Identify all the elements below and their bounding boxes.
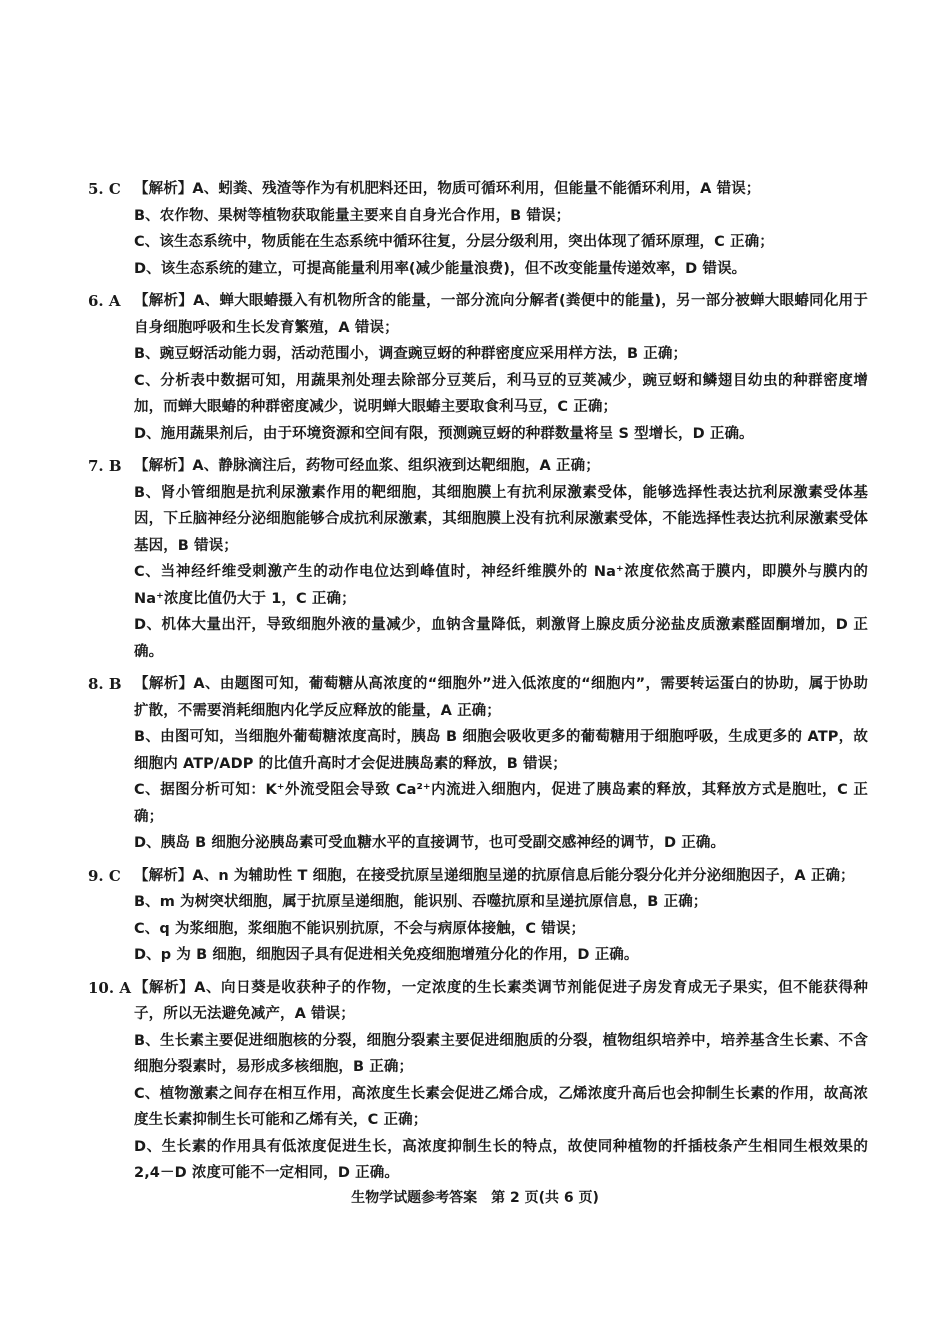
explanation-paragraph: C、该生态系统中，物质能在生态系统中循环往复，分层分级利用，突出体现了循环原理，C 正确； (134, 234, 774, 250)
question-explanation (134, 671, 868, 857)
question-6 (88, 288, 868, 447)
explanation-paragraph: B、m 为树突状细胞，属于抗原呈递细胞，能识别、吞噬抗原和呈递抗原信息，B 正确； (134, 894, 708, 910)
explanation-paragraph: D、机体大量出汗，导致细胞外液的量减少，血钠含量降低，刺激肾上腺皮质分泌盐皮质激素醛固酮增加，D 正确。 (134, 617, 868, 660)
question-explanation (134, 453, 868, 665)
explanation-paragraph: 【解析】A、静脉滴注后，药物可经血浆、组织液到达靶细胞，A 正确； (134, 458, 600, 474)
explanation-paragraph: B、肾小管细胞是抗利尿激素作用的靶细胞，其细胞膜上有抗利尿激素受体，能够选择性表达抗利尿激素受体基因，下丘脑神经分泌细胞能够合成抗利尿激素，其细胞膜上没有抗利尿激素受体，不能选择性表达抗利尿激素受体基因，B 错误； (134, 484, 868, 554)
question-explanation (134, 863, 868, 969)
explanation-paragraph: D、胰岛 B 细胞分泌胰岛素可受血糖水平的直接调节，也可受副交感神经的调节，D 正确。 (134, 835, 726, 851)
question-number: 5. C (88, 180, 121, 198)
question-number: 8. B (88, 675, 122, 693)
explanation-paragraph: C、当神经纤维受刺激产生的动作电位达到峰值时，神经纤维膜外的 Na⁺浓度依然高于膜内，即膜外与膜内的 Na⁺浓度比值仍大于 1，C 正确； (134, 564, 868, 607)
explanation-paragraph: C、q 为浆细胞，浆细胞不能识别抗原，不会与病原体接触，C 错误； (134, 920, 586, 937)
question-number: 7. B (88, 457, 122, 475)
explanation-paragraph: 【解析】A、由题图可知，葡萄糖从高浓度的“细胞外”进入低浓度的“细胞内”，需要转运蛋白的协助，属于协助扩散，不需要消耗细胞内化学反应释放的能量，A 正确； (134, 676, 868, 719)
question-8 (88, 671, 868, 857)
question-number: 9. C (88, 866, 121, 885)
explanation-paragraph: 【解析】A、蝉大眼蝽摄入有机物所含的能量，一部分流向分解者(粪便中的能量)，另一部分被蝉大眼蝽同化用于自身细胞呼吸和生长发育繁殖，A 错误； (134, 293, 868, 336)
question-explanation (134, 176, 868, 282)
explanation-paragraph: D、该生态系统的建立，可提高能量利用率(减少能量浪费)，但不改变能量传递效率，D 错误。 (134, 260, 747, 277)
page-footer: 生物学试题参考答案 第 2 页(共 6 页) (351, 1190, 599, 1206)
explanation-paragraph: C、植物激素之间存在相互作用，高浓度生长素会促进乙烯合成，乙烯浓度升高后也会抑制生长素的作用，故高浓度生长素抑制生长可能和乙烯有关，C 正确； (134, 1085, 868, 1128)
explanation-paragraph: D、生长素的作用具有低浓度促进生长，高浓度抑制生长的特点，故使同种植物的扦插枝条产生相同生根效果的 2,4－D 浓度可能不一定相同，D 正确。 (134, 1138, 868, 1181)
explanation-paragraph: 【解析】A、向日葵是收获种子的作物，一定浓度的生长素类调节剂能促进子房发育成无子果实，但不能获得种子，所以无法避免减产，A 错误； (134, 979, 868, 1022)
explanation-paragraph: C、据图分析可知：K⁺外流受阻会导致 Ca²⁺内流进入细胞内，促进了胰岛素的释放，其释放方式是胞吐，C 正确； (134, 782, 868, 825)
question-10 (88, 975, 868, 1187)
question-9 (88, 863, 868, 969)
explanation-paragraph: D、施用蔬果剂后，由于环境资源和空间有限，预测豌豆蚜的种群数量将呈 S 型增长，D 正确。 (134, 425, 754, 442)
explanation-paragraph: C、分析表中数据可知，用蔬果剂处理去除部分豆荚后，利马豆的豆荚减少，豌豆蚜和鳞翅目幼虫的种群密度增加，而蝉大眼蝽的种群密度减少，说明蝉大眼蝽主要取食利马豆，C 正确； (134, 372, 868, 415)
question-number: 6. A (88, 292, 121, 310)
explanation-paragraph: B、由图可知，当细胞外葡萄糖浓度高时，胰岛 B 细胞会吸收更多的葡萄糖用于细胞呼吸，生成更多的 ATP，故细胞内 ATP/ADP 的比值升高时才会促进胰岛素的释放，B 错误； (134, 729, 868, 772)
question-explanation (134, 288, 868, 447)
question-explanation (134, 975, 868, 1187)
question-number: 10. A (88, 978, 131, 997)
answer-content (88, 176, 868, 1193)
explanation-paragraph: B、农作物、果树等植物获取能量主要来自自身光合作用，B 错误； (134, 207, 571, 224)
question-5 (88, 176, 868, 282)
explanation-paragraph: B、豌豆蚜活动能力弱，活动范围小，调查豌豆蚜的种群密度应采用样方法，B 正确； (134, 346, 688, 362)
explanation-paragraph: D、p 为 B 细胞，细胞因子具有促进相关免疫细胞增殖分化的作用，D 正确。 (134, 947, 639, 963)
explanation-paragraph: 【解析】A、蚓粪、残渣等作为有机肥料还田，物质可循环利用，但能量不能循环利用，A 错误； (134, 181, 761, 197)
explanation-paragraph: 【解析】A、n 为辅助性 T 细胞，在接受抗原呈递细胞呈递的抗原信息后能分裂分化并分泌细胞因子，A 正确； (134, 867, 855, 884)
explanation-paragraph: B、生长素主要促进细胞核的分裂，细胞分裂素主要促进细胞质的分裂，植物组织培养中，培养基含生长素、不含细胞分裂素时，易形成多核细胞，B 正确； (134, 1032, 868, 1075)
question-7 (88, 453, 868, 665)
